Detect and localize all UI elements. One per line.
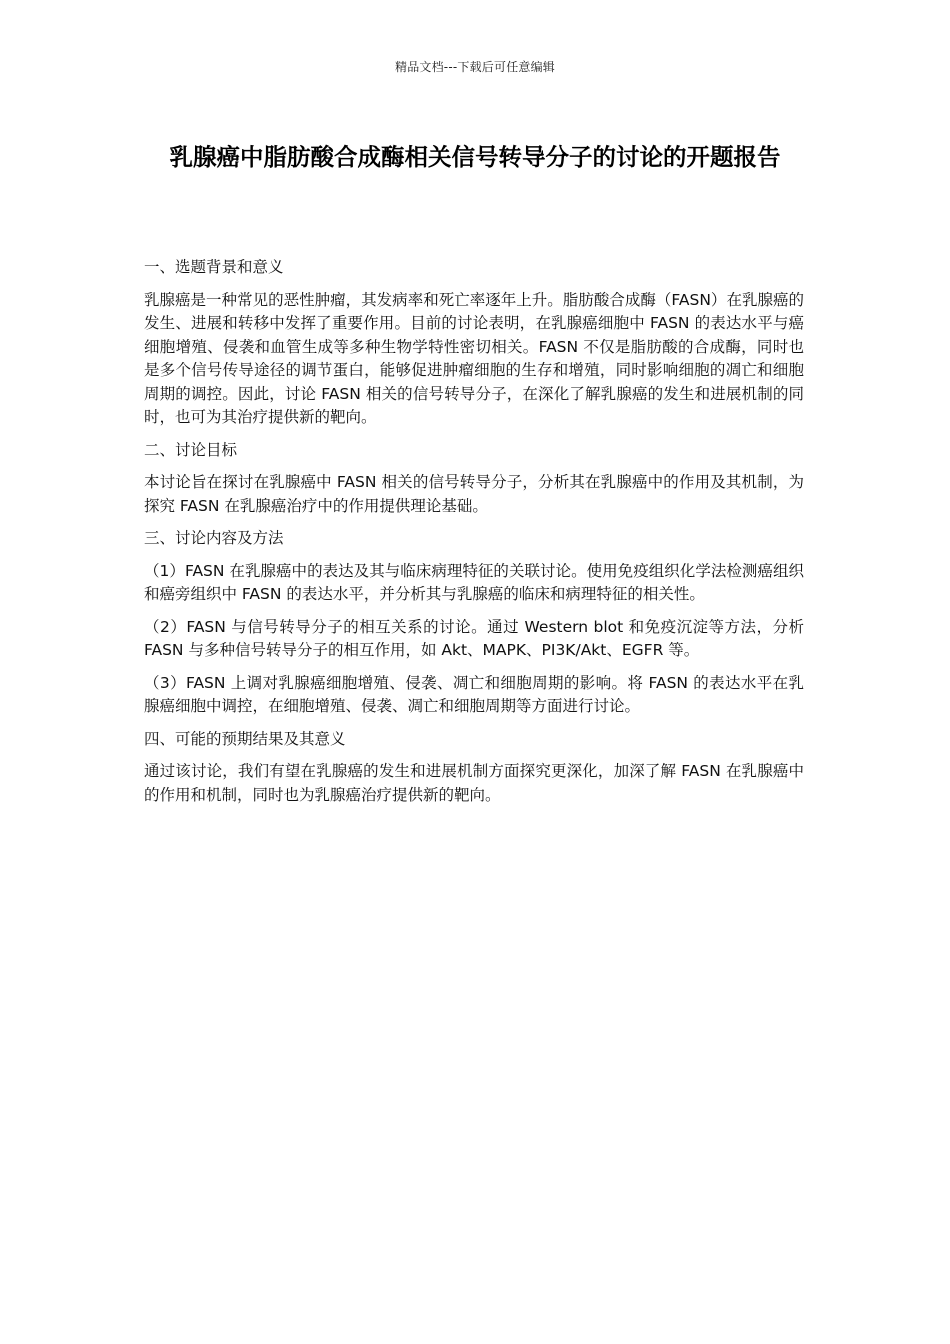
paragraph-method-2: （2）FASN 与信号转导分子的相互关系的讨论。通过 Western blot 和免疫沉淀等方法，分析 FASN 与多种信号转导分子的相互作用，如 Akt、MAPK、PI3K/Akt、EGFR 等。 bbox=[144, 617, 804, 659]
page-header: 精品文档---下载后可任意编辑 bbox=[395, 60, 555, 74]
section-heading-methods: 三、讨论内容及方法 bbox=[144, 529, 284, 547]
paragraph-method-3: （3）FASN 上调对乳腺癌细胞增殖、侵袭、凋亡和细胞周期的影响。将 FASN 的表达水平在乳腺癌细胞中调控，在细胞增殖、侵袭、凋亡和细胞周期等方面进行讨论。 bbox=[144, 673, 804, 715]
document-title: 乳腺癌中脂肪酸合成酶相关信号转导分子的讨论的开题报告 bbox=[169, 143, 781, 171]
document-body bbox=[144, 256, 804, 816]
paragraph-background: 乳腺癌是一种常见的恶性肿瘤，其发病率和死亡率逐年上升。脂肪酸合成酶（FASN）在乳腺癌的发生、进展和转移中发挥了重要作用。目前的讨论表明，在乳腺癌细胞中 FASN 的表达水平与癌细胞增殖、侵袭和血管生成等多种生物学特性密切相关。FASN 不仅是脂肪酸的合成酶，同时也是多个信号传导途径的调节蛋白，能够促进肿瘤细胞的生存和增殖，同时影响细胞的凋亡和细胞周期的调控。因此，讨论 FASN 相关的信号转导分子，在深化了解乳腺癌的发生和进展机制的同时，也可为其治疗提供新的靶向。 bbox=[144, 290, 804, 426]
paragraph-method-1: （1）FASN 在乳腺癌中的表达及其与临床病理特征的关联讨论。使用免疫组织化学法检测癌组织和癌旁组织中 FASN 的表达水平，并分析其与乳腺癌的临床和病理特征的相关性。 bbox=[144, 561, 804, 603]
paragraph-objective: 本讨论旨在探讨在乳腺癌中 FASN 相关的信号转导分子，分析其在乳腺癌中的作用及其机制，为探究 FASN 在乳腺癌治疗中的作用提供理论基础。 bbox=[144, 473, 804, 515]
section-heading-background: 一、选题背景和意义 bbox=[144, 258, 284, 276]
section-heading-objective: 二、讨论目标 bbox=[144, 440, 238, 459]
paragraph-expected-results: 通过该讨论，我们有望在乳腺癌的发生和进展机制方面探究更深化，加深了解 FASN 在乳腺癌中的作用和机制，同时也为乳腺癌治疗提供新的靶向。 bbox=[144, 762, 804, 804]
section-heading-expected-results: 四、可能的预期结果及其意义 bbox=[144, 729, 346, 748]
